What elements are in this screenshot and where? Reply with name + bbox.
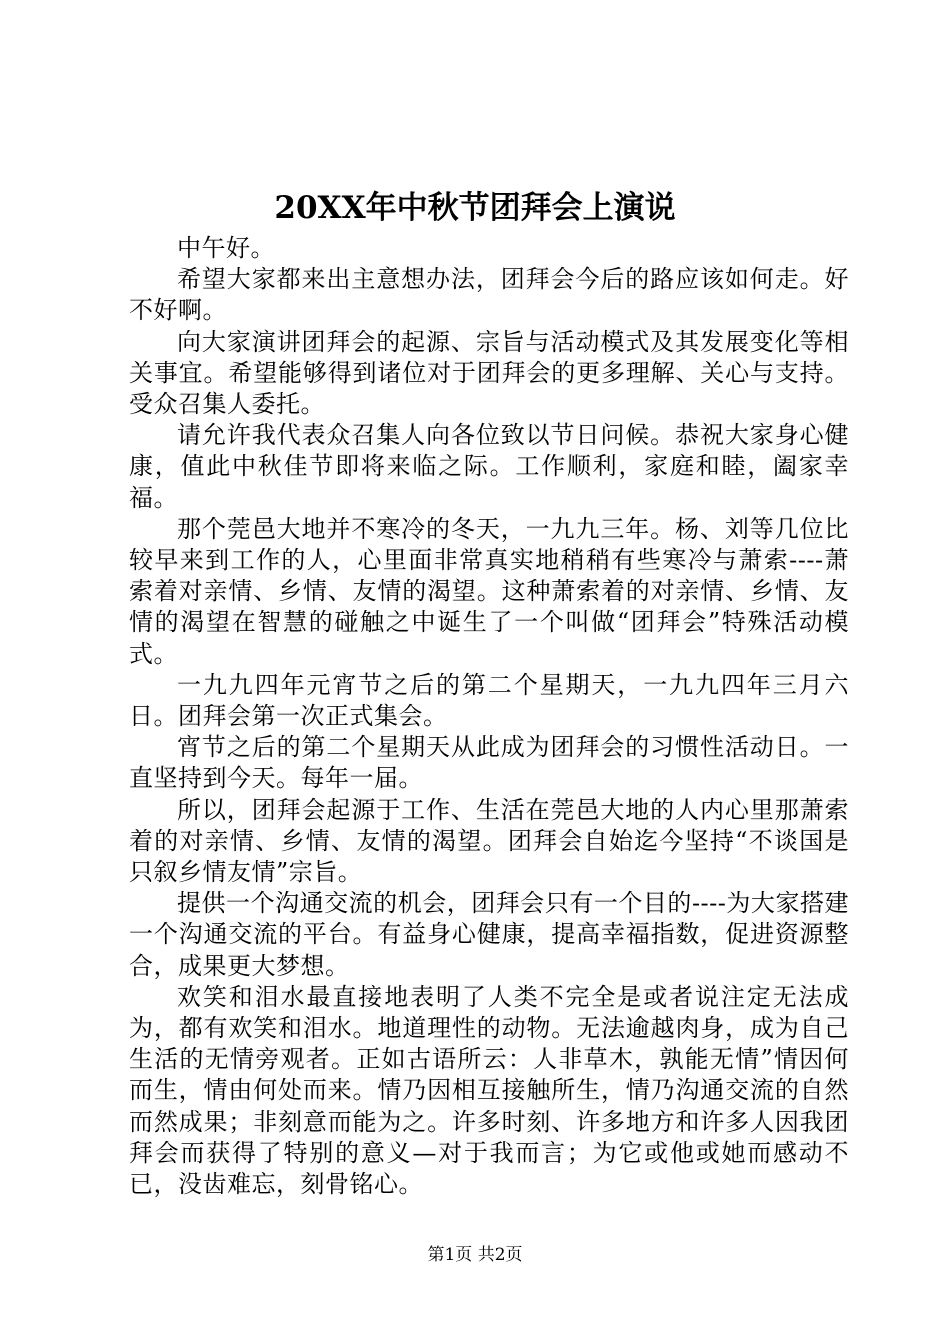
paragraph: 希望大家都来出主意想办法，团拜会今后的路应该如何走。好不好啊。 bbox=[129, 265, 849, 325]
paragraph: 那个莞邑大地并不寒冷的冬天，一九九三年。杨、刘等几位比较早来到工作的人，心里面非常真实地稍稍有些寒冷与萧索----萧索着对亲情、乡情、友情的渴望。这种萧索着的对亲情、乡情、友情的渴望在智慧的碰触之中诞生了一个叫做“团拜会”特殊活动模式。 bbox=[129, 514, 849, 668]
paragraph: 宵节之后的第二个星期天从此成为团拜会的习惯性活动日。一直坚持到今天。每年一届。 bbox=[129, 733, 849, 793]
document-title: 20XX年中秋节团拜会上演说 bbox=[274, 190, 676, 226]
paragraph: 一九九四年元宵节之后的第二个星期天，一九九四年三月六日。团拜会第一次正式集会。 bbox=[129, 670, 849, 731]
paragraph: 提供一个沟通交流的机会，团拜会只有一个目的----为大家搭建一个沟通交流的平台。有益身心健康，提高幸福指数，促进资源整合，成果更大梦想。 bbox=[129, 889, 849, 980]
paragraph: 欢笑和泪水最直接地表明了人类不完全是或者说注定无法成为，都有欢笑和泪水。地道理性的动物。无法逾越肉身，成为自己生活的无情旁观者。正如古语所云：人非草木，孰能无情”情因何而生，情由何处而来。情乃因相互接触所生，情乃沟通交流的自然而然成果；非刻意而能为之。许多时刻、许多地方和许多人因我团拜会而获得了特别的意义—对于我而言；为它或他或她而感动不已，没齿难忘，刻骨铭心。 bbox=[129, 982, 849, 1199]
paragraph: 中午好。 bbox=[177, 234, 275, 262]
paragraph: 向大家演讲团拜会的起源、宗旨与活动模式及其发展变化等相关事宜。希望能够得到诸位对于团拜会的更多理解、关心与支持。受众召集人委托。 bbox=[129, 327, 849, 419]
page-footer: 第1页 共2页 bbox=[427, 1245, 523, 1265]
document-body bbox=[129, 233, 849, 1200]
paragraph: 请允许我代表众召集人向各位致以节日问候。恭祝大家身心健康，值此中秋佳节即将来临之际。工作顺利，家庭和睦，阖家幸福。 bbox=[129, 421, 849, 512]
paragraph: 所以，团拜会起源于工作、生活在莞邑大地的人内心里那萧索着的对亲情、乡情、友情的渴望。团拜会自始迄今坚持“不谈国是只叙乡情友情”宗旨。 bbox=[129, 795, 849, 887]
